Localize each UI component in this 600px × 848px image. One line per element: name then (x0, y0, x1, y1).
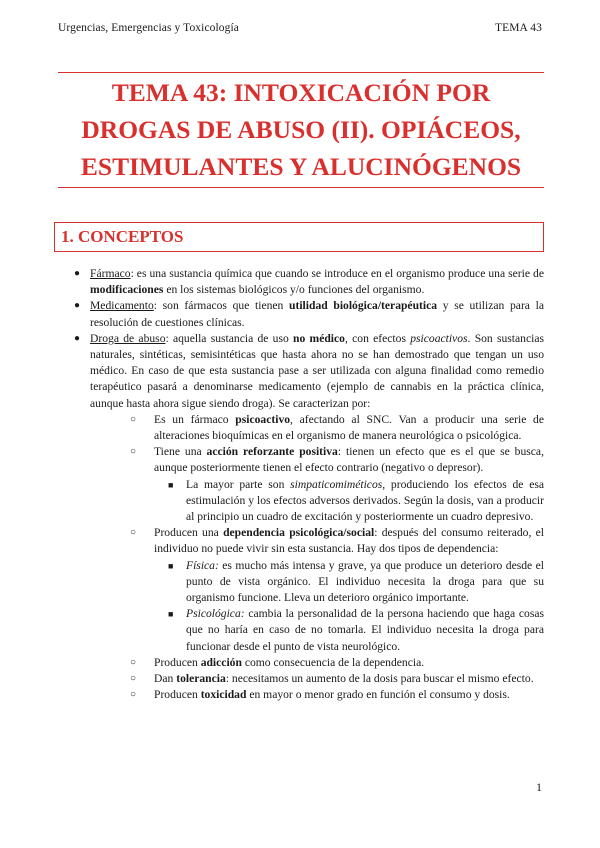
title-rule-top (58, 72, 544, 73)
text: : son fármacos que tienen (153, 299, 290, 313)
italic-text: Psicológica: (186, 607, 245, 621)
text: y se utilizan para la resolución de cuestiones clínicas. (90, 299, 544, 329)
list-item-droga (58, 331, 544, 704)
bold-text: dependencia psicológica/social (223, 526, 375, 540)
term: Fármaco (90, 267, 131, 280)
bullet-icon: ● (74, 268, 81, 279)
text: : necesitamos un aumento de la dosis para buscar el mismo efecto. (225, 672, 534, 686)
text: Producen (154, 655, 201, 669)
circle-bullet-icon: ○ (130, 527, 137, 539)
title-rule-bottom (58, 187, 544, 188)
italic-text: psicoactivos (410, 331, 468, 345)
text: cambia la personalidad de la persona haciendo que haga cosas que no haría en caso de no tomarla. El individuo necesita la droga para funcionar desde el punto de vista neurológico. (186, 607, 544, 653)
text: , afectando al SNC. Van a producir una serie de alteraciones bioquímicas en el organismo de manera neurológica o psicológica. (154, 412, 545, 443)
page-number: 1 (536, 780, 542, 794)
text: La mayor parte son (186, 477, 291, 491)
list-item-medicamento (58, 298, 544, 330)
title-line: TEMA 43: INTOXICACIÓN POR (111, 78, 491, 107)
document-title (58, 74, 544, 185)
bold-text: no médico (293, 331, 345, 345)
text: : después del consumo reiterado, el individuo no puede vivir sin esta sustancia. Hay dos tipos de dependencia: (154, 526, 544, 556)
circle-bullet-icon: ○ (130, 673, 137, 685)
text: . Son sustancias naturales, sintéticas, semisintéticas que hasta ahora no se han demostrado que tengan un uso médico. En caso de que esta sustancia pase a ser utilizada con alguna finalidad como remedio terapéutico pasará a denominarse medicamento (ejemplo de cannabis en la práctica clínica, aunque hasta ahora sigue siendo droga). Se caracterizan por: (90, 331, 545, 410)
bullet-icon: ● (74, 300, 81, 312)
title-line: DROGAS DE ABUSO (II). OPIÁCEOS, (81, 115, 521, 144)
bold-text: acción reforzante positiva (206, 445, 338, 459)
square-bullet-icon: ■ (168, 479, 174, 490)
sub-item-psicoactivo (130, 412, 544, 444)
running-header-left: Urgencias, Emergencias y Toxicología (58, 22, 239, 34)
text: : tienen un efecto que es el que se busca, aunque posteriormente tienen el efecto contrario (negativo o depresor). (154, 445, 544, 475)
sub-sub-item-psicologica (166, 606, 544, 655)
bold-text: adicción (200, 655, 242, 669)
section-heading: 1. CONCEPTOS (54, 222, 544, 252)
text: Producen (154, 688, 201, 702)
sub-item-dependencia (130, 525, 544, 655)
square-bullet-icon: ■ (168, 560, 174, 571)
square-bullet-icon: ■ (168, 609, 174, 620)
sub-sub-item-simpaticomimeticos (166, 477, 544, 526)
sub-item-tolerancia (130, 671, 544, 687)
term: Medicamento (90, 299, 154, 313)
bullet-icon: ● (74, 332, 81, 344)
sub-item-reforzante (130, 444, 544, 525)
text: : aquella sustancia de uso (165, 331, 294, 345)
text: en los sistemas biológicos y/o funciones del organismo. (163, 283, 425, 297)
circle-bullet-icon: ○ (130, 656, 137, 668)
italic-text: simpaticomiméticos (290, 477, 383, 491)
text: Es un fármaco (154, 412, 236, 426)
text: es mucho más intensa y grave, ya que produce un deterioro desde el punto de vista orgánico. El individuo necesita la droga para que su organismo funcione. Lleva un deterioro orgánico importante. (186, 558, 544, 605)
term: Droga de abuso (90, 331, 166, 345)
text: : es una sustancia química que cuando se introduce en el organismo produce una serie de (130, 267, 544, 280)
text: como consecuencia de la dependencia. (241, 655, 425, 669)
circle-bullet-icon: ○ (130, 446, 137, 458)
title-line: ESTIMULANTES Y ALUCINÓGENOS (80, 152, 522, 181)
text: en mayor o menor grado en función el consumo y dosis. (246, 688, 510, 702)
list-item-farmaco (58, 266, 544, 298)
text: , produciendo los efectos de esa estimulación y los efectos adversos derivados. Según la dosis, van a producir al principio un cuadro de excitación y posteriormente un cuadro depresivo. (186, 477, 544, 524)
bold-text: modificaciones (90, 283, 164, 297)
bold-text: toxicidad (200, 688, 247, 702)
bold-text: utilidad biológica/terapéutica (289, 299, 438, 313)
bold-text: tolerancia (176, 672, 226, 686)
circle-bullet-icon: ○ (130, 689, 137, 701)
running-header-right: TEMA 43 (494, 22, 542, 34)
concepts-list (58, 266, 544, 703)
sub-item-adiccion (130, 655, 544, 671)
sub-item-toxicidad (130, 687, 544, 703)
text: , con efectos (344, 331, 411, 345)
text: Tiene una (154, 445, 207, 459)
italic-text: Física: (186, 558, 219, 572)
sub-sub-item-fisica (166, 558, 544, 607)
bold-text: psicoactivo (235, 412, 291, 426)
circle-bullet-icon: ○ (130, 413, 137, 425)
text: Producen una (154, 526, 224, 540)
text: Dan (154, 672, 177, 686)
